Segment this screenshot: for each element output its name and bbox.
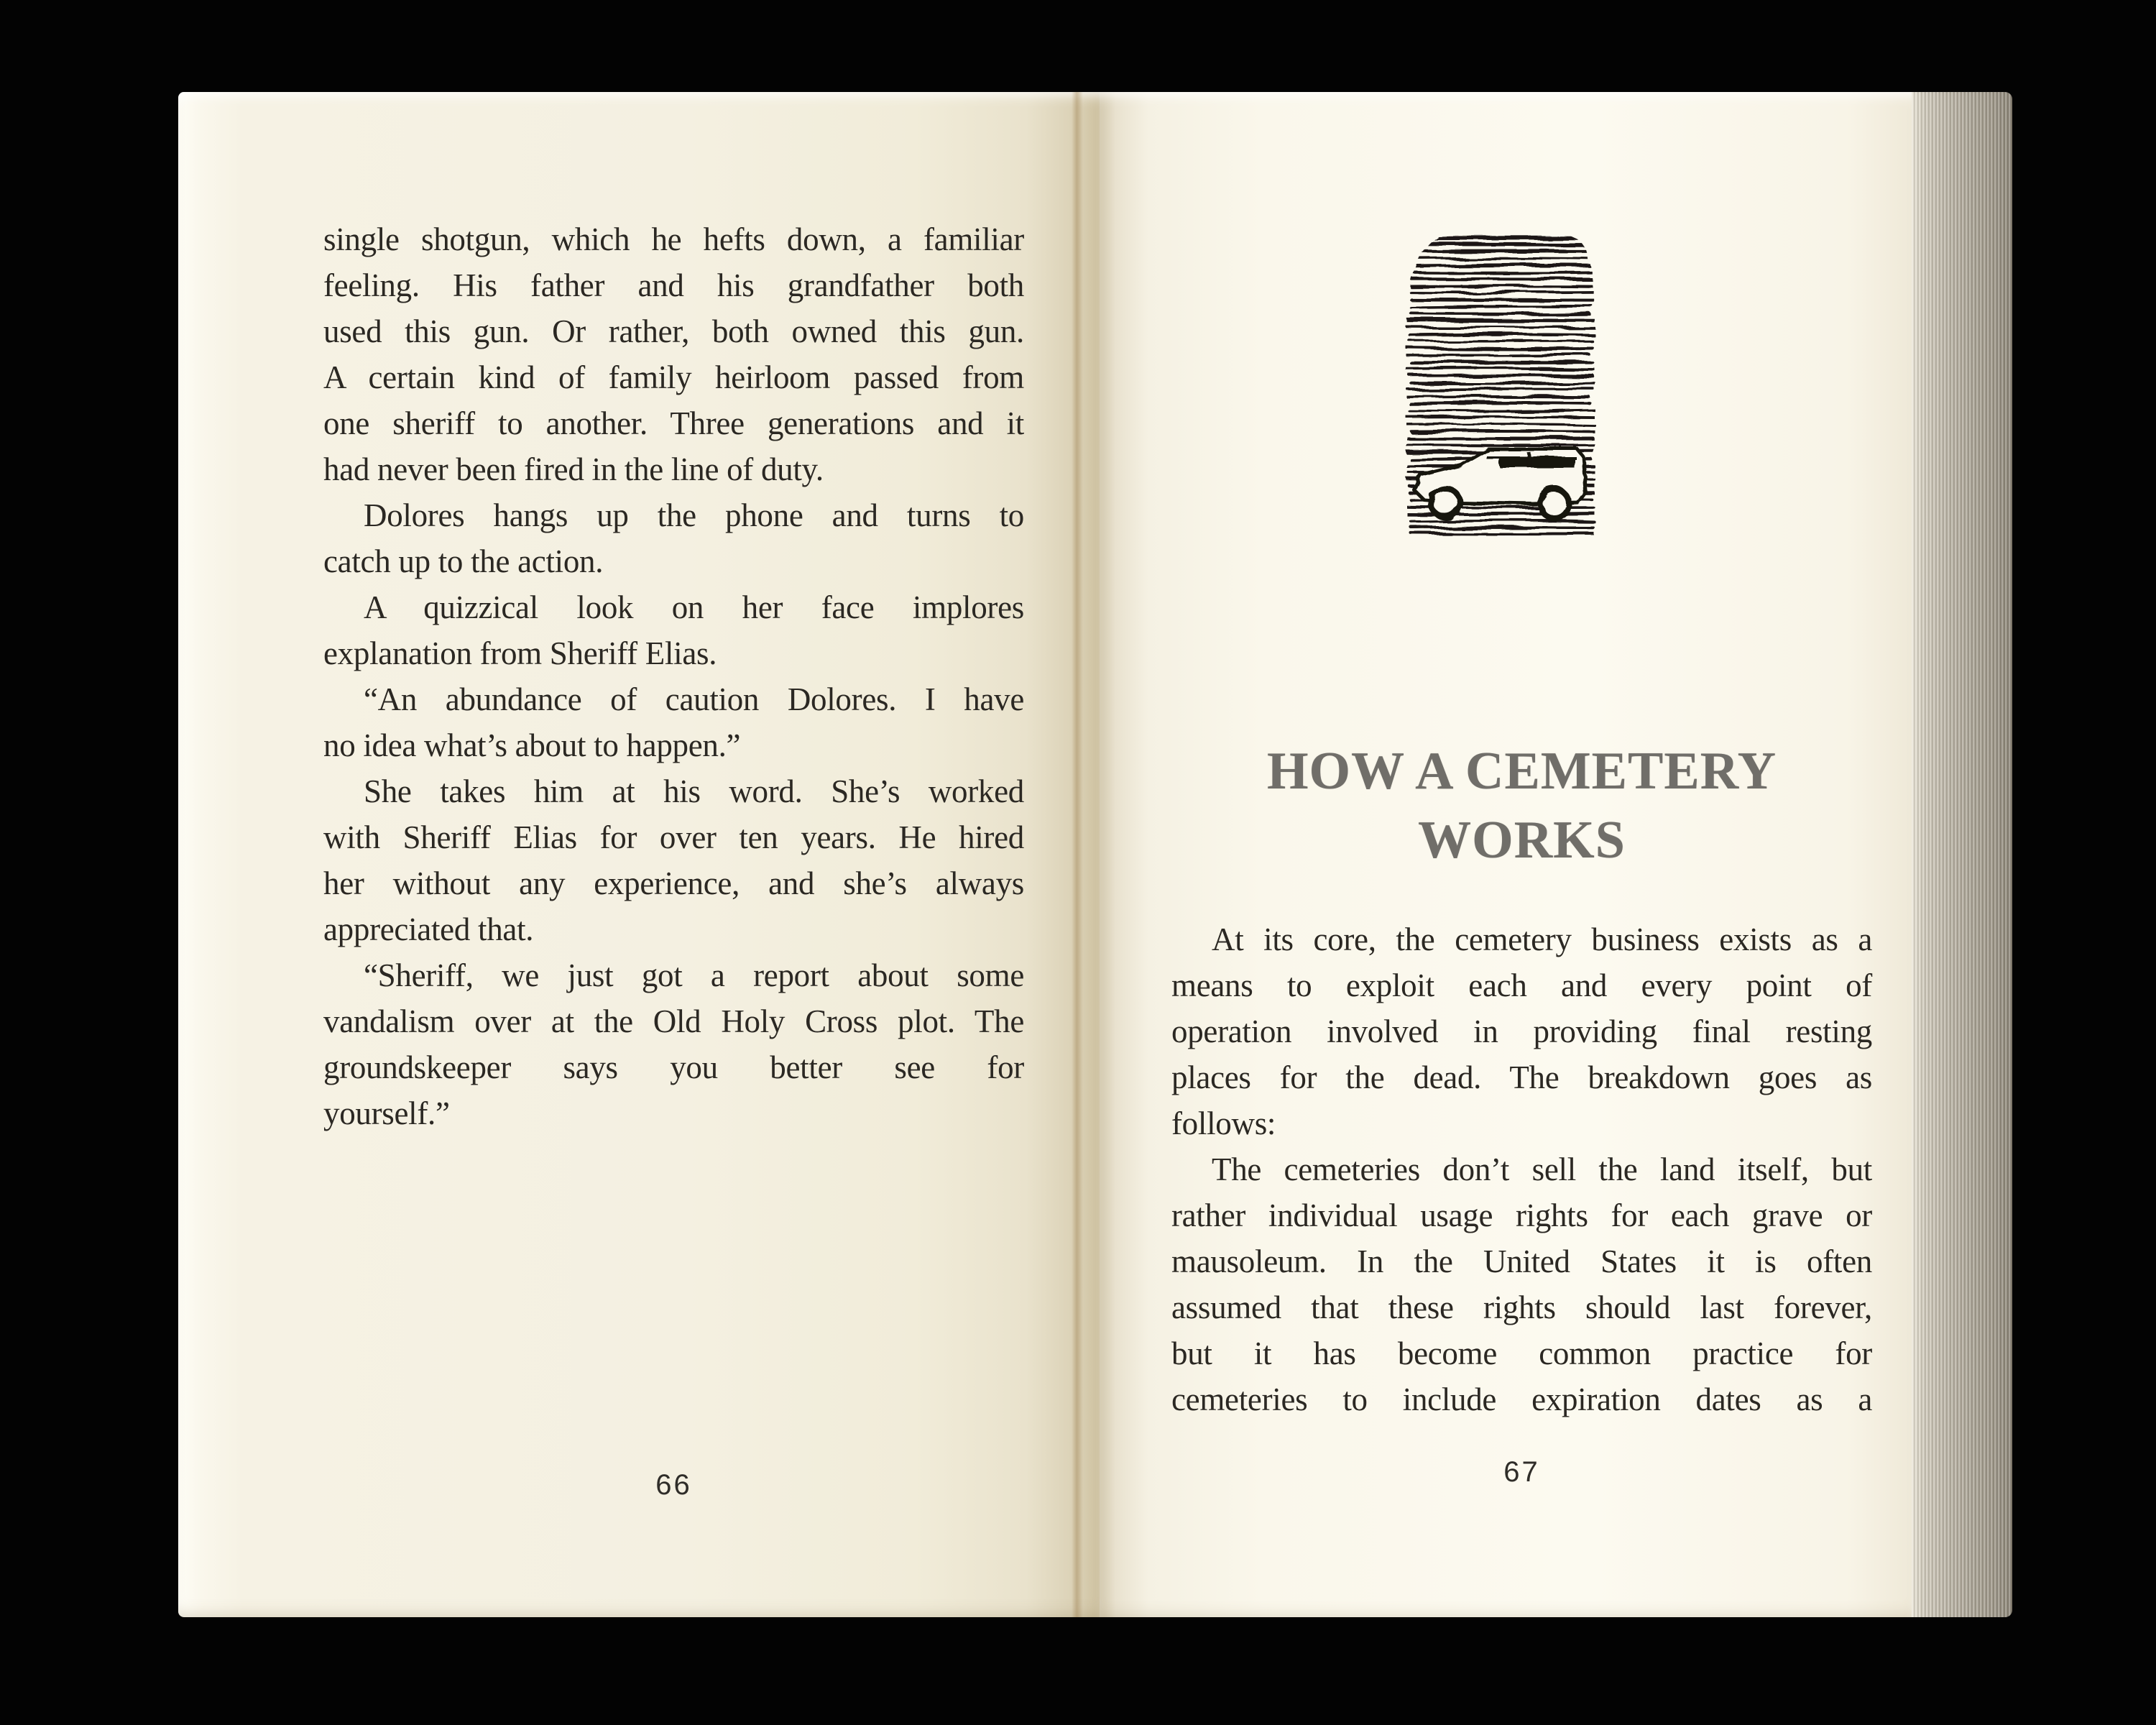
text-line: catch up to the action. bbox=[323, 543, 604, 579]
car-windshield-pillar bbox=[1529, 452, 1530, 468]
text-line: At its core, the cemetery business exists as a bbox=[1212, 921, 1872, 957]
text-line: A certain kind of family heirloom passed from bbox=[323, 359, 1024, 395]
text-line: “Sheriff, we just got a report about some bbox=[364, 957, 1024, 993]
text-line: “An abundance of caution Dolores. I have bbox=[364, 681, 1024, 717]
text-line: one sheriff to another. Three generations and it bbox=[323, 405, 1024, 441]
text-line: single shotgun, which he hefts down, a familiar bbox=[323, 221, 1024, 257]
page-stack-fore-edge bbox=[1912, 92, 2012, 1617]
car-front-wheel bbox=[1431, 488, 1460, 517]
chapter-heading: HOW A CEMETERY WORKS bbox=[1266, 742, 1777, 870]
text-line: yourself.” bbox=[323, 1095, 450, 1131]
text-line: groundskeeper says you better see for bbox=[323, 1049, 1024, 1085]
text-line: A quizzical look on her face implores bbox=[364, 589, 1024, 625]
left-page-text bbox=[323, 216, 1024, 1136]
text-line: used this gun. Or rather, both owned this gun. bbox=[323, 313, 1024, 349]
text-line: her without any experience, and she’s always bbox=[323, 865, 1024, 901]
text-line: follows: bbox=[1171, 1105, 1276, 1141]
text-line: but it has become common practice for bbox=[1171, 1335, 1872, 1371]
text-line: rather individual usage rights for each grave or bbox=[1171, 1197, 1872, 1233]
text-line: feeling. His father and his grandfather both bbox=[323, 267, 1024, 303]
text-line: The cemeteries don’t sell the land itself, but bbox=[1212, 1151, 1872, 1187]
page-number-right: 67 bbox=[1503, 1456, 1540, 1488]
car-window-band bbox=[1500, 459, 1575, 468]
text-line: places for the dead. The breakdown goes as bbox=[1171, 1059, 1872, 1095]
text-line: no idea what’s about to happen.” bbox=[323, 727, 741, 763]
text-line: operation involved in providing final resting bbox=[1171, 1013, 1872, 1049]
text-line: cemeteries to include expiration dates as a bbox=[1171, 1381, 1872, 1417]
text-line: assumed that these rights should last forever, bbox=[1171, 1289, 1872, 1325]
text-line: Dolores hangs up the phone and turns to bbox=[364, 497, 1024, 533]
text-line: appreciated that. bbox=[323, 911, 534, 947]
text-line: vandalism over at the Old Holy Cross plot. The bbox=[323, 1003, 1024, 1039]
spine-crease bbox=[1072, 92, 1083, 1617]
page-number-left: 66 bbox=[655, 1469, 692, 1501]
text-line: She takes him at his word. She’s worked bbox=[364, 773, 1024, 809]
car-rear-wheel bbox=[1540, 489, 1569, 518]
text-line: means to exploit each and every point of bbox=[1171, 967, 1872, 1003]
text-line: with Sheriff Elias for over ten years. He hired bbox=[323, 819, 1024, 855]
text-line: explanation from Sheriff Elias. bbox=[323, 635, 717, 671]
right-page-text bbox=[1171, 916, 1872, 1422]
text-line: mausoleum. In the United States it is often bbox=[1171, 1243, 1872, 1279]
text-line: had never been fired in the line of duty. bbox=[323, 451, 824, 487]
hearse-tombstone-illustration bbox=[1392, 205, 1608, 543]
book-spread bbox=[178, 92, 2012, 1617]
